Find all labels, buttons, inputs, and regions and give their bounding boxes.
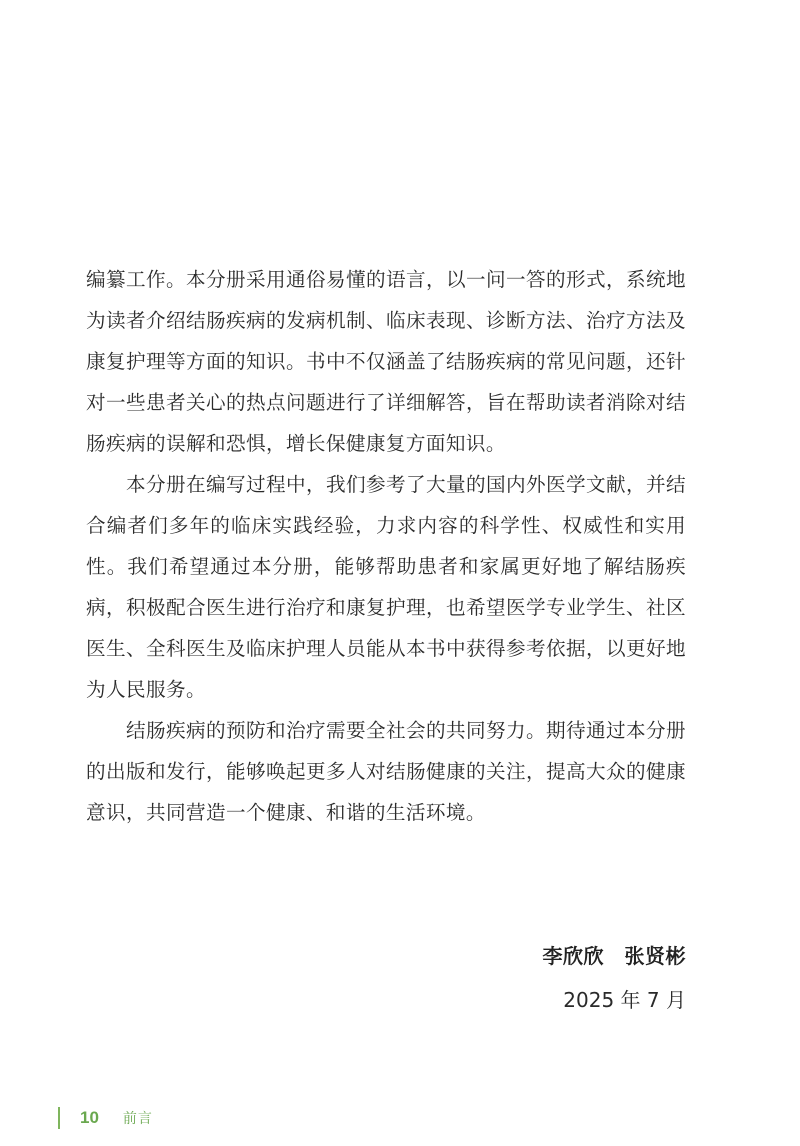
section-label: 前言 bbox=[122, 1111, 153, 1127]
signature-date: 2025 年 7 月 bbox=[563, 988, 686, 1012]
paragraph-2: 本分册在编写过程中，我们参考了大量的国内外医学文献，并结合编者们多年的临床实践经验，力求内容的科学性、权威性和实用性。我们希望通过本分册，能够帮助患者和家属更好地了解结肠疾病，积极配合医生进行治疗和康复护理，也希望医学专业学生、社区医生、全科医生及临床护理人员能从本书中获得参考依据，以更好地为人民服务。 bbox=[86, 473, 686, 701]
footer-divider bbox=[58, 1107, 60, 1129]
page-number: 10 bbox=[80, 1108, 99, 1127]
page-footer bbox=[58, 1106, 153, 1130]
signature-block bbox=[543, 938, 687, 1018]
author-names: 李欣欣 张贤彬 bbox=[542, 944, 686, 968]
paragraph-3: 结肠疾病的预防和治疗需要全社会的共同努力。期待通过本分册的出版和发行，能够唤起更多人对结肠健康的关注，提高大众的健康意识，共同营造一个健康、和谐的生活环境。 bbox=[86, 719, 686, 824]
preface-body bbox=[86, 259, 686, 833]
paragraph-1: 编纂工作。本分册采用通俗易懂的语言，以一问一答的形式，系统地为读者介绍结肠疾病的发病机制、临床表现、诊断方法、治疗方法及康复护理等方面的知识。书中不仅涵盖了结肠疾病的常见问题，还针对一些患者关心的热点问题进行了详细解答，旨在帮助读者消除对结肠疾病的误解和恐惧，增长保健康复方面知识。 bbox=[86, 268, 686, 455]
